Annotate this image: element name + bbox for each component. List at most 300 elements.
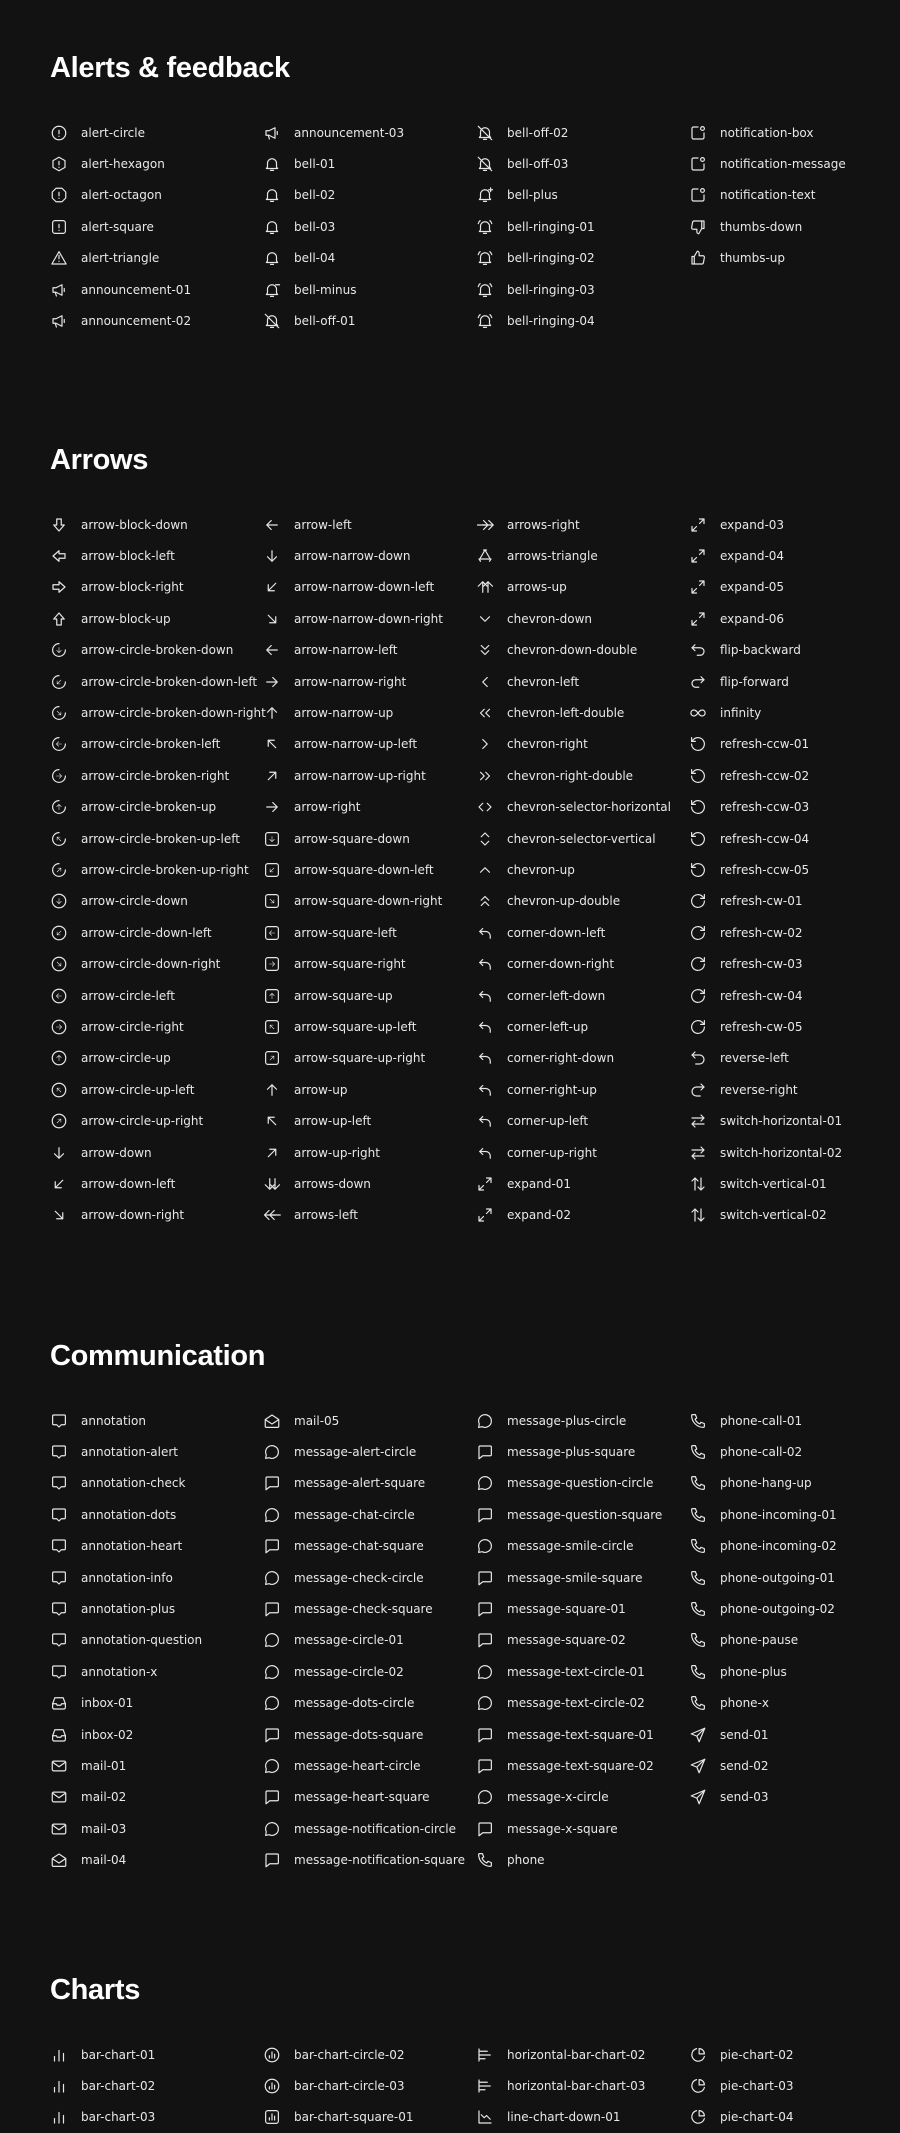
arrow-block-icon xyxy=(50,547,68,565)
corner-icon xyxy=(476,1144,494,1162)
arrow-icon xyxy=(263,578,281,596)
icon-label: message-plus-circle xyxy=(507,1413,627,1428)
message-circle-icon xyxy=(476,1663,494,1681)
arrow-circle-icon xyxy=(50,892,68,910)
icon-label: message-text-square-02 xyxy=(507,1758,654,1773)
phone-icon xyxy=(689,1694,707,1712)
refresh-icon xyxy=(689,735,707,753)
icon-item xyxy=(476,729,689,760)
refresh-icon xyxy=(689,987,707,1005)
icon-item xyxy=(50,603,263,634)
icon-item xyxy=(263,509,476,540)
icon-label: arrow-narrow-left xyxy=(294,643,398,658)
icon-label: message-text-square-01 xyxy=(507,1727,654,1742)
icon-label: message-dots-circle xyxy=(294,1696,415,1711)
bar-chart-icon xyxy=(50,2108,68,2126)
icon-item xyxy=(689,603,900,634)
arrow-circle-icon xyxy=(50,798,68,816)
icon-item xyxy=(476,1750,689,1781)
icon-item xyxy=(476,1105,689,1136)
icon-item xyxy=(50,697,266,728)
icon-item xyxy=(476,1168,689,1199)
arrows-triangle-icon xyxy=(476,547,494,565)
icon-column xyxy=(50,509,266,1231)
icon-item xyxy=(476,1625,689,1656)
icon-item xyxy=(263,148,476,179)
icon-label: alert-circle xyxy=(81,125,145,140)
icon-item xyxy=(263,117,476,148)
icon-item xyxy=(50,1531,263,1562)
arrow-square-icon xyxy=(263,892,281,910)
icon-item xyxy=(263,1405,476,1436)
icon-item xyxy=(50,1436,263,1467)
switch-icon xyxy=(689,1112,707,1130)
icon-label: bar-chart-square-01 xyxy=(294,2110,414,2125)
icon-item xyxy=(263,1043,476,1074)
annotation-icon xyxy=(50,1506,68,1524)
section-title: Arrows xyxy=(50,444,149,476)
icon-label: switch-horizontal-02 xyxy=(720,1145,843,1160)
infinity-icon xyxy=(689,704,707,722)
icon-item xyxy=(476,305,689,336)
icon-item xyxy=(689,1531,900,1562)
icon-column xyxy=(689,509,900,1231)
icon-label: expand-05 xyxy=(720,580,785,595)
refresh-icon xyxy=(689,1018,707,1036)
icon-item xyxy=(689,509,900,540)
icon-item xyxy=(263,2102,476,2133)
icon-label: arrow-circle-left xyxy=(81,988,175,1003)
icon-label: arrow-circle-broken-left xyxy=(81,737,221,752)
phone-icon xyxy=(689,1506,707,1524)
icon-item xyxy=(689,572,900,603)
bar-chart-square-icon xyxy=(263,2108,281,2126)
annotation-icon xyxy=(50,1569,68,1587)
icon-label: phone-incoming-01 xyxy=(720,1507,837,1522)
thumbs-down-icon xyxy=(689,218,707,236)
arrow-square-icon xyxy=(263,1018,281,1036)
icon-item xyxy=(476,1137,689,1168)
icon-item xyxy=(476,1499,689,1530)
icon-label: message-heart-square xyxy=(294,1790,430,1805)
message-square-icon xyxy=(476,1506,494,1524)
switch-icon xyxy=(689,1206,707,1224)
icon-item xyxy=(689,886,900,917)
icon-label: refresh-cw-02 xyxy=(720,925,803,940)
arrows-icon xyxy=(263,1206,281,1224)
section-title: Communication xyxy=(50,1340,266,1372)
icon-column xyxy=(476,1405,689,1876)
icon-item xyxy=(689,854,900,885)
icon-item xyxy=(476,697,689,728)
icon-item xyxy=(50,854,263,885)
alert-triangle-icon xyxy=(50,249,68,267)
icon-item xyxy=(689,2102,900,2133)
icon-label: bell-ringing-02 xyxy=(507,251,595,266)
section-arrows xyxy=(50,442,900,1223)
icon-label: alert-square xyxy=(81,219,154,234)
message-square-icon xyxy=(476,1820,494,1838)
icon-item xyxy=(689,635,900,666)
bell-off-icon xyxy=(263,312,281,330)
message-circle-icon xyxy=(263,1663,281,1681)
icon-item xyxy=(263,635,476,666)
icon-item xyxy=(50,305,263,336)
message-square-icon xyxy=(476,1631,494,1649)
icon-label: corner-down-left xyxy=(507,925,606,940)
icon-item xyxy=(689,1137,900,1168)
icon-label: message-plus-square xyxy=(507,1445,636,1460)
icon-item xyxy=(50,1405,263,1436)
icon-label: expand-04 xyxy=(720,549,785,564)
icon-item xyxy=(50,2102,263,2133)
message-circle-icon xyxy=(263,1631,281,1649)
icon-label: message-question-square xyxy=(507,1507,663,1522)
icon-label: arrow-circle-up-right xyxy=(81,1114,204,1129)
icon-label: chevron-down-double xyxy=(507,643,638,658)
icon-item xyxy=(476,540,689,571)
icon-label: pie-chart-04 xyxy=(720,2110,794,2125)
icon-item xyxy=(263,1625,476,1656)
icon-item xyxy=(50,1719,263,1750)
icon-column xyxy=(263,509,476,1231)
annotation-icon xyxy=(50,1600,68,1618)
arrow-icon xyxy=(263,1081,281,1099)
icon-label: arrow-square-up xyxy=(294,988,393,1003)
bell-ringing-icon xyxy=(476,249,494,267)
icon-item xyxy=(263,2039,476,2070)
message-square-icon xyxy=(476,1757,494,1775)
icon-item xyxy=(263,666,476,697)
icon-label: mail-03 xyxy=(81,1821,127,1836)
icon-label: bell-ringing-03 xyxy=(507,282,595,297)
icon-label: arrow-square-down-left xyxy=(294,862,434,877)
icon-item xyxy=(476,2102,689,2133)
expand-icon xyxy=(689,578,707,596)
icon-item xyxy=(689,1074,900,1105)
icon-label: bell-ringing-04 xyxy=(507,314,595,329)
inbox-icon xyxy=(50,1694,68,1712)
icon-item xyxy=(50,917,263,948)
icon-item xyxy=(476,1813,689,1844)
icon-item xyxy=(476,886,689,917)
icon-item xyxy=(50,1137,263,1168)
message-circle-icon xyxy=(263,1757,281,1775)
icon-item xyxy=(263,1688,476,1719)
icon-item xyxy=(50,243,263,274)
icon-label: annotation-check xyxy=(81,1476,186,1491)
icon-item xyxy=(689,760,900,791)
icon-label: phone-call-02 xyxy=(720,1445,803,1460)
icon-label: arrow-down-right xyxy=(81,1208,185,1223)
icon-item xyxy=(50,1468,263,1499)
arrow-icon xyxy=(263,704,281,722)
icon-label: reverse-right xyxy=(720,1082,798,1097)
alert-circle-icon xyxy=(50,124,68,142)
switch-icon xyxy=(689,1175,707,1193)
icon-item xyxy=(689,729,900,760)
icon-label: arrow-block-left xyxy=(81,549,175,564)
icon-item xyxy=(50,1625,263,1656)
icon-item xyxy=(50,792,263,823)
phone-icon xyxy=(689,1443,707,1461)
icon-label: refresh-ccw-01 xyxy=(720,737,810,752)
icon-item xyxy=(50,823,263,854)
icon-item xyxy=(263,1593,476,1624)
icon-item xyxy=(50,1499,263,1530)
icon-item xyxy=(50,1043,263,1074)
icon-label: arrow-circle-broken-right xyxy=(81,768,230,783)
icon-label: bell-minus xyxy=(294,282,357,297)
icon-label: pie-chart-02 xyxy=(720,2047,794,2062)
icon-item xyxy=(689,980,900,1011)
icon-label: arrow-circle-broken-up-left xyxy=(81,831,240,846)
annotation-icon xyxy=(50,1443,68,1461)
arrow-square-icon xyxy=(263,924,281,942)
icon-label: arrow-up-right xyxy=(294,1145,380,1160)
icon-label: annotation-info xyxy=(81,1570,173,1585)
icon-item xyxy=(476,1436,689,1467)
icon-label: refresh-ccw-05 xyxy=(720,862,810,877)
mail-open-icon xyxy=(50,1851,68,1869)
expand-icon xyxy=(689,547,707,565)
icon-item xyxy=(50,1168,263,1199)
icon-item xyxy=(50,666,263,697)
icon-label: corner-right-up xyxy=(507,1082,597,1097)
icon-item xyxy=(263,760,476,791)
icon-label: message-circle-02 xyxy=(294,1664,404,1679)
icon-item xyxy=(476,2070,689,2101)
icon-item xyxy=(689,117,900,148)
arrow-square-icon xyxy=(263,861,281,879)
icon-label: arrow-circle-right xyxy=(81,1019,184,1034)
icon-item xyxy=(263,1656,476,1687)
icon-label: arrows-left xyxy=(294,1208,358,1223)
icon-item xyxy=(263,540,476,571)
icon-label: chevron-down xyxy=(507,611,593,626)
announcement-icon xyxy=(50,281,68,299)
icon-item xyxy=(50,1593,263,1624)
horizontal-bar-chart-icon xyxy=(476,2077,494,2095)
icon-column xyxy=(476,117,689,337)
announcement-icon xyxy=(263,124,281,142)
icon-label: bar-chart-03 xyxy=(81,2110,156,2125)
bell-off-icon xyxy=(476,155,494,173)
icon-item xyxy=(476,917,689,948)
icon-label: message-text-circle-01 xyxy=(507,1664,645,1679)
message-circle-icon xyxy=(476,1537,494,1555)
icon-label: phone-pause xyxy=(720,1633,799,1648)
icon-item xyxy=(476,603,689,634)
icon-column xyxy=(476,509,689,1231)
icon-column xyxy=(263,2039,476,2133)
chevron-double-icon xyxy=(476,704,494,722)
arrow-icon xyxy=(263,610,281,628)
icon-item xyxy=(689,823,900,854)
icon-label: bell-off-01 xyxy=(294,314,356,329)
arrow-circle-icon xyxy=(50,767,68,785)
expand-icon xyxy=(476,1175,494,1193)
notification-icon xyxy=(689,155,707,173)
icon-label: refresh-cw-04 xyxy=(720,988,803,1003)
corner-icon xyxy=(476,1112,494,1130)
icon-item xyxy=(50,180,263,211)
icon-item xyxy=(50,1105,263,1136)
icon-label: message-square-01 xyxy=(507,1602,626,1617)
arrow-square-icon xyxy=(263,830,281,848)
icon-label: chevron-up xyxy=(507,862,575,877)
icon-label: mail-04 xyxy=(81,1853,127,1868)
icon-label: message-alert-square xyxy=(294,1476,426,1491)
icon-item xyxy=(263,1844,476,1875)
icon-item xyxy=(476,1782,689,1813)
icon-label: corner-right-down xyxy=(507,1051,615,1066)
icon-label: arrow-narrow-down xyxy=(294,549,411,564)
icon-item xyxy=(476,666,689,697)
icon-label: send-03 xyxy=(720,1790,769,1805)
icon-item xyxy=(476,760,689,791)
section-title: Alerts & feedback xyxy=(50,52,290,84)
message-circle-icon xyxy=(476,1474,494,1492)
section-communication xyxy=(50,1338,900,1868)
arrow-block-icon xyxy=(50,578,68,596)
icon-label: bar-chart-01 xyxy=(81,2047,156,2062)
message-circle-icon xyxy=(476,1788,494,1806)
icon-label: thumbs-down xyxy=(720,219,803,234)
icon-item xyxy=(689,1750,900,1781)
refresh-icon xyxy=(689,830,707,848)
icon-item xyxy=(476,1562,689,1593)
icon-column xyxy=(689,2039,900,2133)
icon-item xyxy=(689,1011,900,1042)
bar-chart-circle-icon xyxy=(263,2077,281,2095)
icon-label: bell-plus xyxy=(507,188,558,203)
icon-item xyxy=(476,1405,689,1436)
icon-label: mail-01 xyxy=(81,1758,127,1773)
icon-label: corner-left-up xyxy=(507,1019,589,1034)
icon-item xyxy=(476,1074,689,1105)
arrow-icon xyxy=(263,767,281,785)
icon-item xyxy=(50,1200,263,1231)
icon-label: bell-01 xyxy=(294,157,336,172)
icon-label: arrow-narrow-up xyxy=(294,706,394,721)
chevron-selector-icon xyxy=(476,830,494,848)
icon-item xyxy=(50,760,263,791)
icon-item xyxy=(263,274,476,305)
annotation-icon xyxy=(50,1474,68,1492)
icon-label: arrow-square-left xyxy=(294,925,397,940)
chevron-icon xyxy=(476,610,494,628)
icon-item xyxy=(50,1011,263,1042)
arrow-block-icon xyxy=(50,610,68,628)
pie-chart-icon xyxy=(689,2108,707,2126)
icon-item xyxy=(50,148,263,179)
message-circle-icon xyxy=(263,1694,281,1712)
arrow-circle-icon xyxy=(50,1018,68,1036)
icon-item xyxy=(263,980,476,1011)
icon-column xyxy=(50,2039,263,2133)
message-circle-icon xyxy=(263,1443,281,1461)
icon-item xyxy=(689,1782,900,1813)
annotation-icon xyxy=(50,1631,68,1649)
bell-ringing-icon xyxy=(476,312,494,330)
icon-item xyxy=(263,697,476,728)
arrow-icon xyxy=(50,1206,68,1224)
pie-chart-icon xyxy=(689,2077,707,2095)
icon-label: reverse-left xyxy=(720,1051,789,1066)
icon-item xyxy=(263,729,476,760)
expand-icon xyxy=(476,1206,494,1224)
icon-item xyxy=(476,792,689,823)
send-icon xyxy=(689,1788,707,1806)
icon-label: phone-x xyxy=(720,1696,769,1711)
arrow-circle-icon xyxy=(50,641,68,659)
icon-item xyxy=(263,1782,476,1813)
pie-chart-icon xyxy=(689,2046,707,2064)
icon-item xyxy=(263,572,476,603)
arrows-icon xyxy=(263,1175,281,1193)
icon-label: arrow-right xyxy=(294,800,361,815)
icon-label: infinity xyxy=(720,706,762,721)
icon-item xyxy=(689,1499,900,1530)
icon-item xyxy=(50,1813,263,1844)
phone-icon xyxy=(689,1412,707,1430)
icon-label: thumbs-up xyxy=(720,251,786,266)
arrow-icon xyxy=(263,516,281,534)
icon-label: refresh-ccw-03 xyxy=(720,800,810,815)
bell-minus-icon xyxy=(263,281,281,299)
icon-item xyxy=(476,948,689,979)
icon-label: bell-04 xyxy=(294,251,336,266)
arrow-icon xyxy=(263,735,281,753)
refresh-icon xyxy=(689,767,707,785)
icon-label: bar-chart-circle-02 xyxy=(294,2047,405,2062)
icon-item xyxy=(689,948,900,979)
icon-item xyxy=(689,1688,900,1719)
icon-label: arrow-circle-down-right xyxy=(81,957,221,972)
icon-label: arrow-circle-up-left xyxy=(81,1082,195,1097)
thumbs-up-icon xyxy=(689,249,707,267)
arrow-circle-icon xyxy=(50,673,68,691)
icon-label: send-02 xyxy=(720,1758,769,1773)
phone-icon xyxy=(689,1663,707,1681)
icon-label: arrow-circle-down-left xyxy=(81,925,212,940)
icon-item xyxy=(689,211,900,242)
icon-item xyxy=(263,305,476,336)
icon-label: arrow-block-down xyxy=(81,517,188,532)
icon-label: phone-call-01 xyxy=(720,1413,803,1428)
annotation-icon xyxy=(50,1537,68,1555)
icon-item xyxy=(689,1468,900,1499)
icon-label: bell-off-02 xyxy=(507,125,569,140)
icon-item xyxy=(263,854,476,885)
icon-label: arrow-circle-broken-up-right xyxy=(81,862,249,877)
icon-item xyxy=(50,2070,263,2101)
icon-label: expand-06 xyxy=(720,611,785,626)
arrow-icon xyxy=(263,798,281,816)
expand-icon xyxy=(689,610,707,628)
icon-label: message-text-circle-02 xyxy=(507,1696,645,1711)
arrow-square-icon xyxy=(263,1049,281,1067)
icon-label: phone-plus xyxy=(720,1664,787,1679)
icon-label: annotation-dots xyxy=(81,1507,177,1522)
icon-column xyxy=(50,117,263,337)
arrow-square-icon xyxy=(263,955,281,973)
icon-item xyxy=(50,1656,263,1687)
icon-item xyxy=(263,886,476,917)
message-square-icon xyxy=(263,1474,281,1492)
expand-icon xyxy=(689,516,707,534)
